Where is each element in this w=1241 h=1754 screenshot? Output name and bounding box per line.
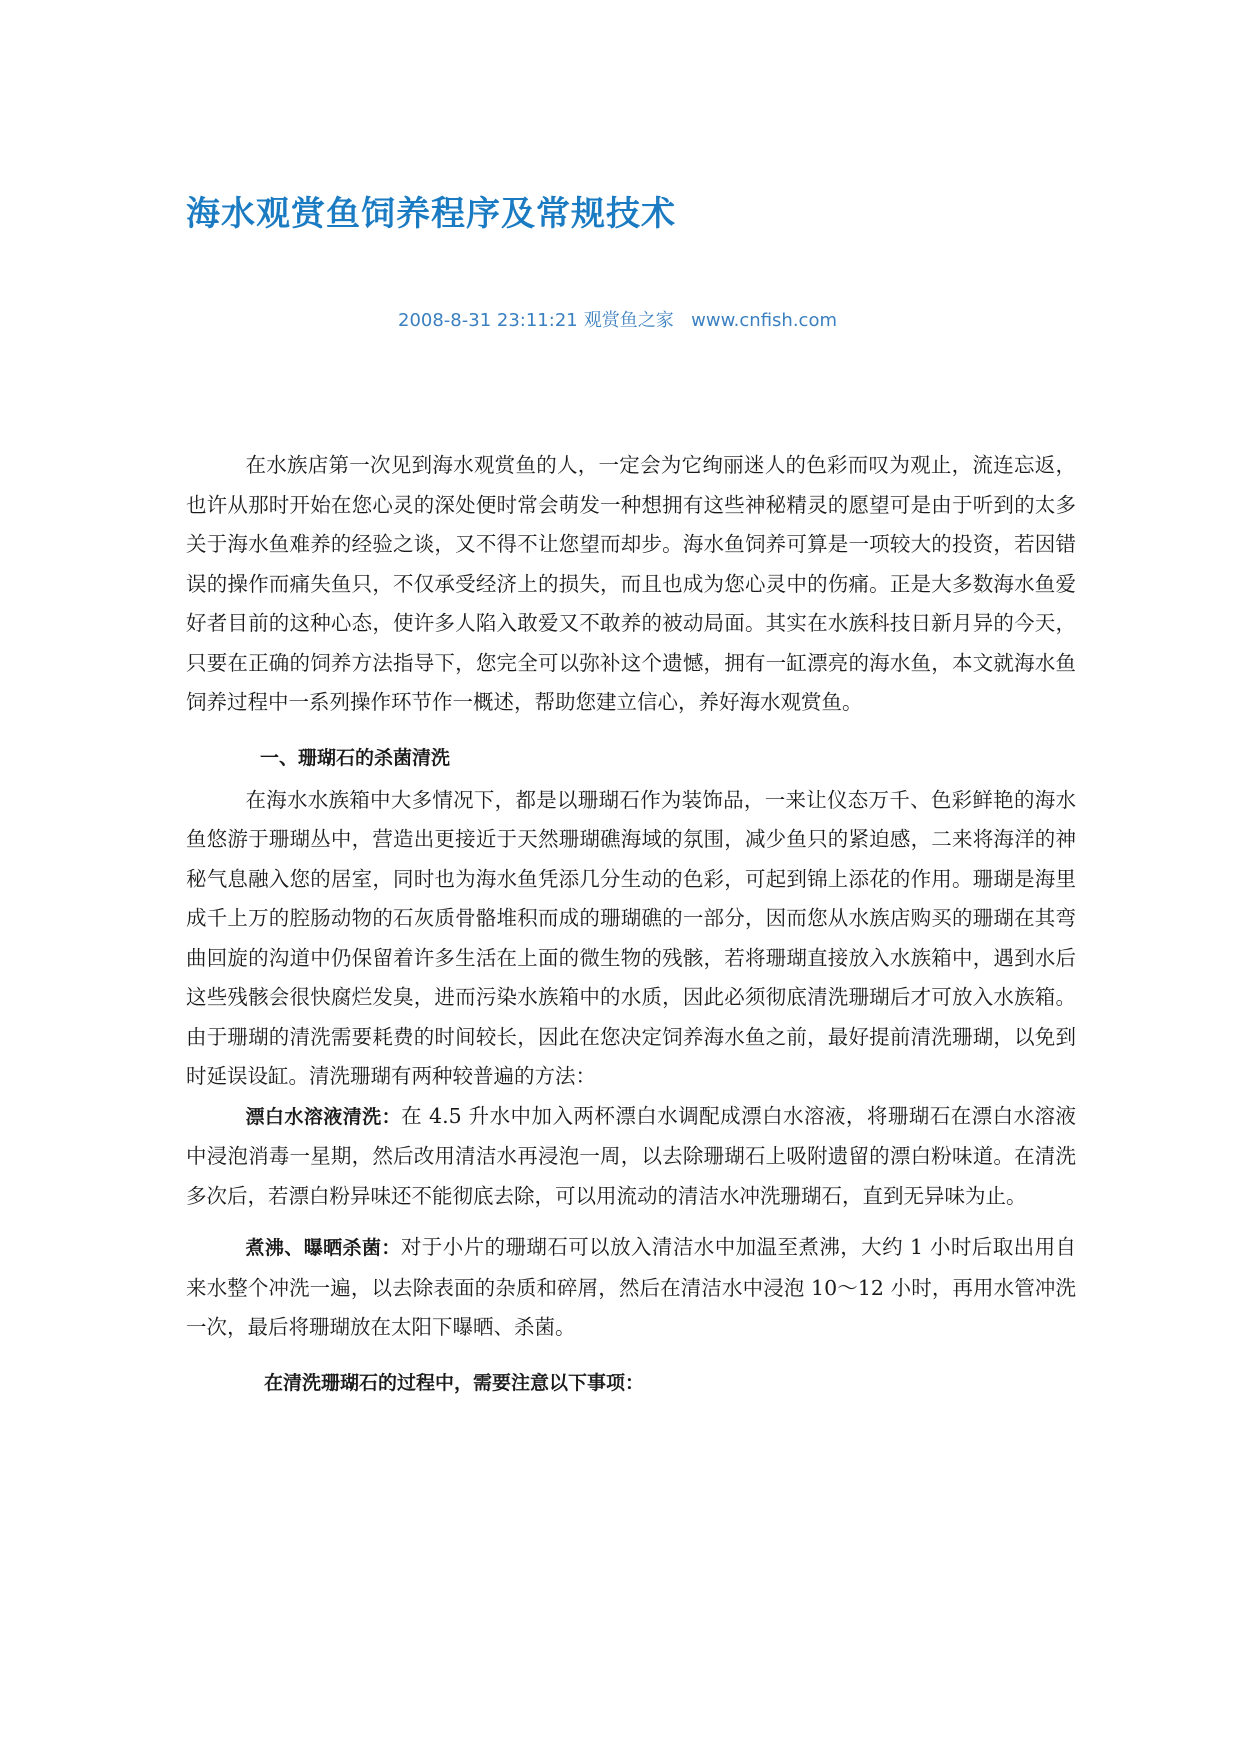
notes-heading: 在清洗珊瑚石的过程中，需要注意以下事项： — [264, 1371, 645, 1394]
method-bleach — [186, 1097, 1076, 1217]
source-website: www.cnfish.com — [691, 310, 837, 331]
publish-timestamp: 2008-8-31 23:11:21 — [398, 310, 578, 331]
section-heading: 一、珊瑚石的杀菌清洗 — [260, 746, 451, 769]
method-bleach-text: 在 4.5 升水中加入两杯漂白水调配成漂白水溶液，将珊瑚石在漂白水溶液中浸泡消毒一星期，然后改用清洁水再浸泡一周，以去除珊瑚石上吸附遗留的漂白粉味道。在清洗多次后，若漂白粉异味还不能彻底去除，可以用流动的清洁水冲洗珊瑚石，直到无异味为止。 — [186, 1103, 1076, 1208]
page-title: 海水观赏鱼饲养程序及常规技术 — [186, 194, 676, 234]
method-boil — [186, 1228, 1076, 1348]
section-paragraph: 在海水水族箱中大多情况下，都是以珊瑚石作为装饰品，一来让仪态万千、色彩鲜艳的海水鱼悠游于珊瑚丛中，营造出更接近于天然珊瑚礁海域的氛围，减少鱼只的紧迫感，二来将海洋的神秘气息融入您的居室，同时也为海水鱼凭添几分生动的色彩，可起到锦上添花的作用。珊瑚是海里成千上万的腔肠动物的石灰质骨骼堆积而成的珊瑚礁的一部分，因而您从水族店购买的珊瑚在其弯曲回旋的沟道中仍保留着许多生活在上面的微生物的残骸，若将珊瑚直接放入水族箱中，遇到水后这些残骸会很快腐烂发臭，进而污染水族箱中的水质，因此必须彻底清洗珊瑚后才可放入水族箱。由于珊瑚的清洗需要耗费的时间较长，因此在您决定饲养海水鱼之前，最好提前清洗珊瑚，以免到时延误设缸。清洗珊瑚有两种较普遍的方法： — [186, 787, 1076, 1088]
source-name: 观赏鱼之家 — [583, 310, 674, 331]
method-bleach-label: 漂白水溶液清洗： — [245, 1105, 402, 1128]
article-body — [186, 446, 1076, 1406]
method-boil-text: 对于小片的珊瑚石可以放入清洁水中加温至煮沸，大约 1 小时后取出用自来水整个冲洗一遍，以去除表面的杂质和碎屑，然后在清洁水中浸泡 10～12 小时，再用水管冲洗一次，最后将珊瑚放在太阳下曝晒、杀菌。 — [186, 1235, 1076, 1339]
intro-paragraph: 在水族店第一次见到海水观赏鱼的人，一定会为它绚丽迷人的色彩而叹为观止，流连忘返，也许从那时开始在您心灵的深处便时常会萌发一种想拥有这些神秘精灵的愿望可是由于听到的太多关于海水鱼难养的经验之谈，又不得不让您望而却步。海水鱼饲养可算是一项较大的投资，若因错误的操作而痛失鱼只，不仅承受经济上的损失，而且也成为您心灵中的伤痛。正是大多数海水鱼爱好者目前的这种心态，使许多人陷入敢爱又不敢养的被动局面。其实在水族科技日新月异的今天，只要在正确的饲养方法指导下，您完全可以弥补这个遗憾，拥有一缸漂亮的海水鱼，本文就海水鱼饲养过程中一系列操作环节作一概述，帮助您建立信心，养好海水观赏鱼。 — [186, 453, 1076, 714]
method-boil-label: 煮沸、曝晒杀菌： — [245, 1237, 401, 1259]
article-meta — [0, 306, 1241, 332]
